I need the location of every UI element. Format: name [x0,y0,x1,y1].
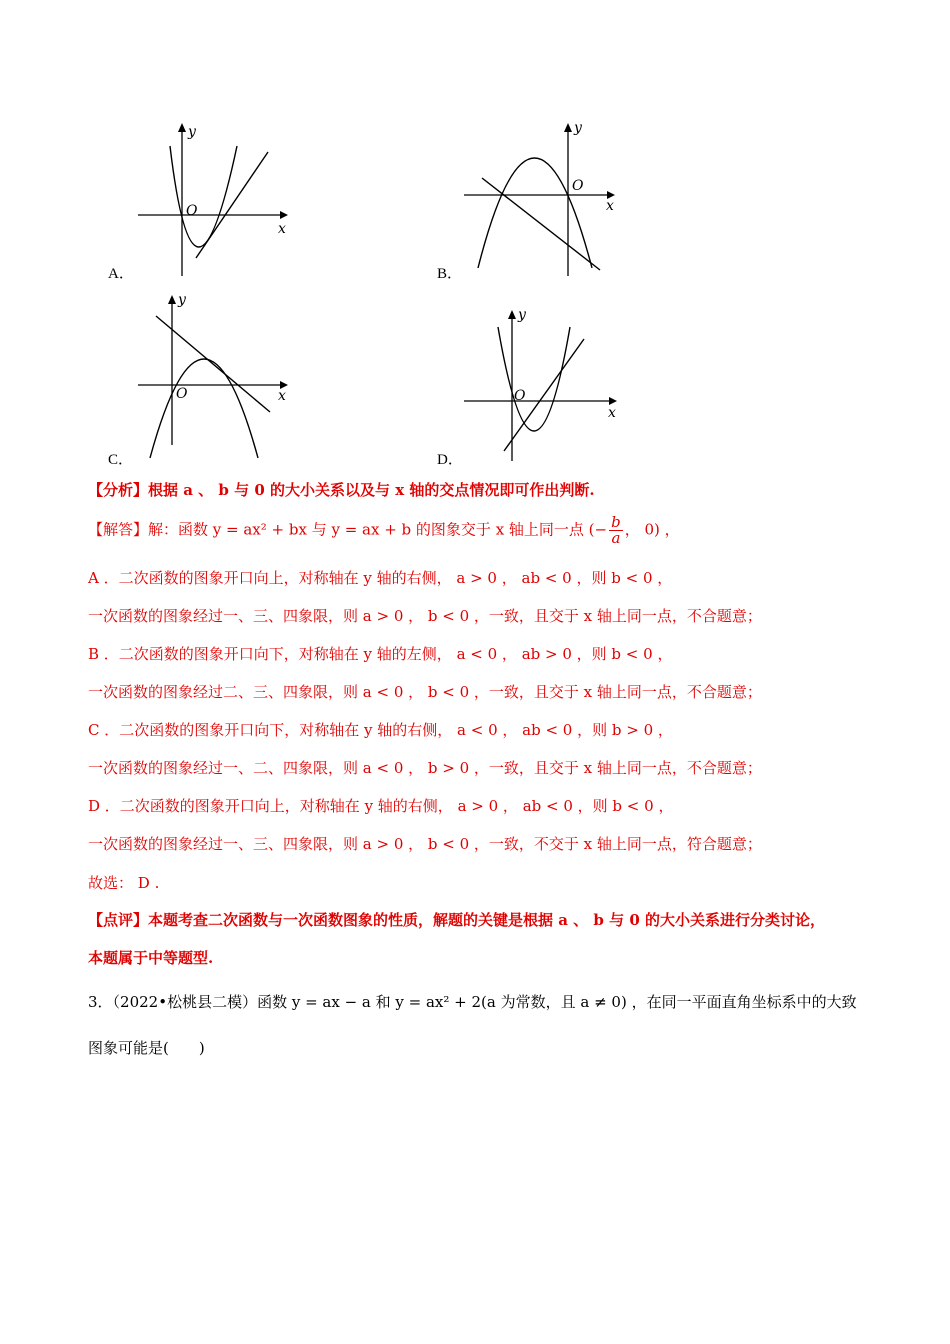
origin-label: O [186,203,198,219]
question-line-2: 图象可能是( ) [88,1039,205,1057]
comment-line-2: 本题属于中等题型. [88,949,214,967]
case-a-line-2: 一次函数的图象经过一、三、四象限，则 a > 0 ， b < 0 ，一致，且交于 x 轴上同一点，不合题意； [88,607,762,625]
comment-line-1: 【点评】本题考查二次函数与一次函数图象的性质，解题的关键是根据 a 、 b 与 0 的大小关系进行分类讨论， [88,911,825,929]
figure-option-b [462,118,632,278]
analysis-text: 【分析】根据 a 、 b 与 0 的大小关系以及与 x 轴的交点情况即可作出判断. [88,481,595,499]
solution-head: 【解答】解：函数 y = ax² + bx 与 y = ax + b 的图象交于 x 轴上同一点 (− [88,520,608,539]
option-b-label: B． [437,266,463,282]
fraction-denominator: a [611,529,621,547]
case-a-line-1: A ．二次函数的图象开口向上，对称轴在 y 轴的右侧， a > 0 ， ab < 0 ，则 b < 0 ， [88,569,673,587]
solution-tail: ， 0) ， [624,520,680,539]
x-axis-label: x [606,198,614,214]
origin-label: O [514,388,526,404]
case-d-line-2: 一次函数的图象经过一、三、四象限，则 a > 0 ， b < 0 ，一致，不交于 x 轴上同一点，符合题意； [88,835,762,853]
x-axis-label: x [278,221,286,237]
case-c-line-1: C ．二次函数的图象开口向下，对称轴在 y 轴的右侧， a < 0 ， ab < 0 ，则 b > 0 ， [88,721,673,739]
fraction [609,515,623,546]
origin-label: O [572,178,584,194]
y-axis-label: y [178,292,186,308]
solution-line [88,515,680,546]
option-d-label: D． [437,452,463,468]
x-axis-label: x [608,405,616,421]
figure-option-c [130,290,300,460]
x-axis-label: x [278,388,286,404]
origin-label: O [176,386,188,402]
option-a-label: A． [108,266,134,282]
question-line-1: 3．（2022•松桃县二模）函数 y = ax − a 和 y = ax² + 2(a 为常数，且 a ≠ 0) ，在同一平面直角坐标系中的大致 [88,993,857,1011]
case-d-line-1: D ．二次函数的图象开口向上，对称轴在 y 轴的右侧， a > 0 ， ab < 0 ，则 b < 0 ， [88,797,674,815]
case-b-line-1: B ．二次函数的图象开口向下，对称轴在 y 轴的左侧， a < 0 ， ab > 0 ，则 b < 0 ， [88,645,673,663]
figure-option-d [462,305,632,465]
fraction-numerator: b [611,513,621,531]
case-c-line-2: 一次函数的图象经过一、二、四象限，则 a < 0 ， b > 0 ，一致，且交于 x 轴上同一点，不合题意； [88,759,762,777]
figure-option-a [130,118,300,278]
choice-text: 故选： D . [88,874,160,892]
y-axis-label: y [574,120,582,136]
case-b-line-2: 一次函数的图象经过二、三、四象限，则 a < 0 ， b < 0 ，一致，且交于 x 轴上同一点，不合题意； [88,683,762,701]
y-axis-label: y [518,307,526,323]
y-axis-label: y [188,124,196,140]
option-c-label: C． [108,452,134,468]
